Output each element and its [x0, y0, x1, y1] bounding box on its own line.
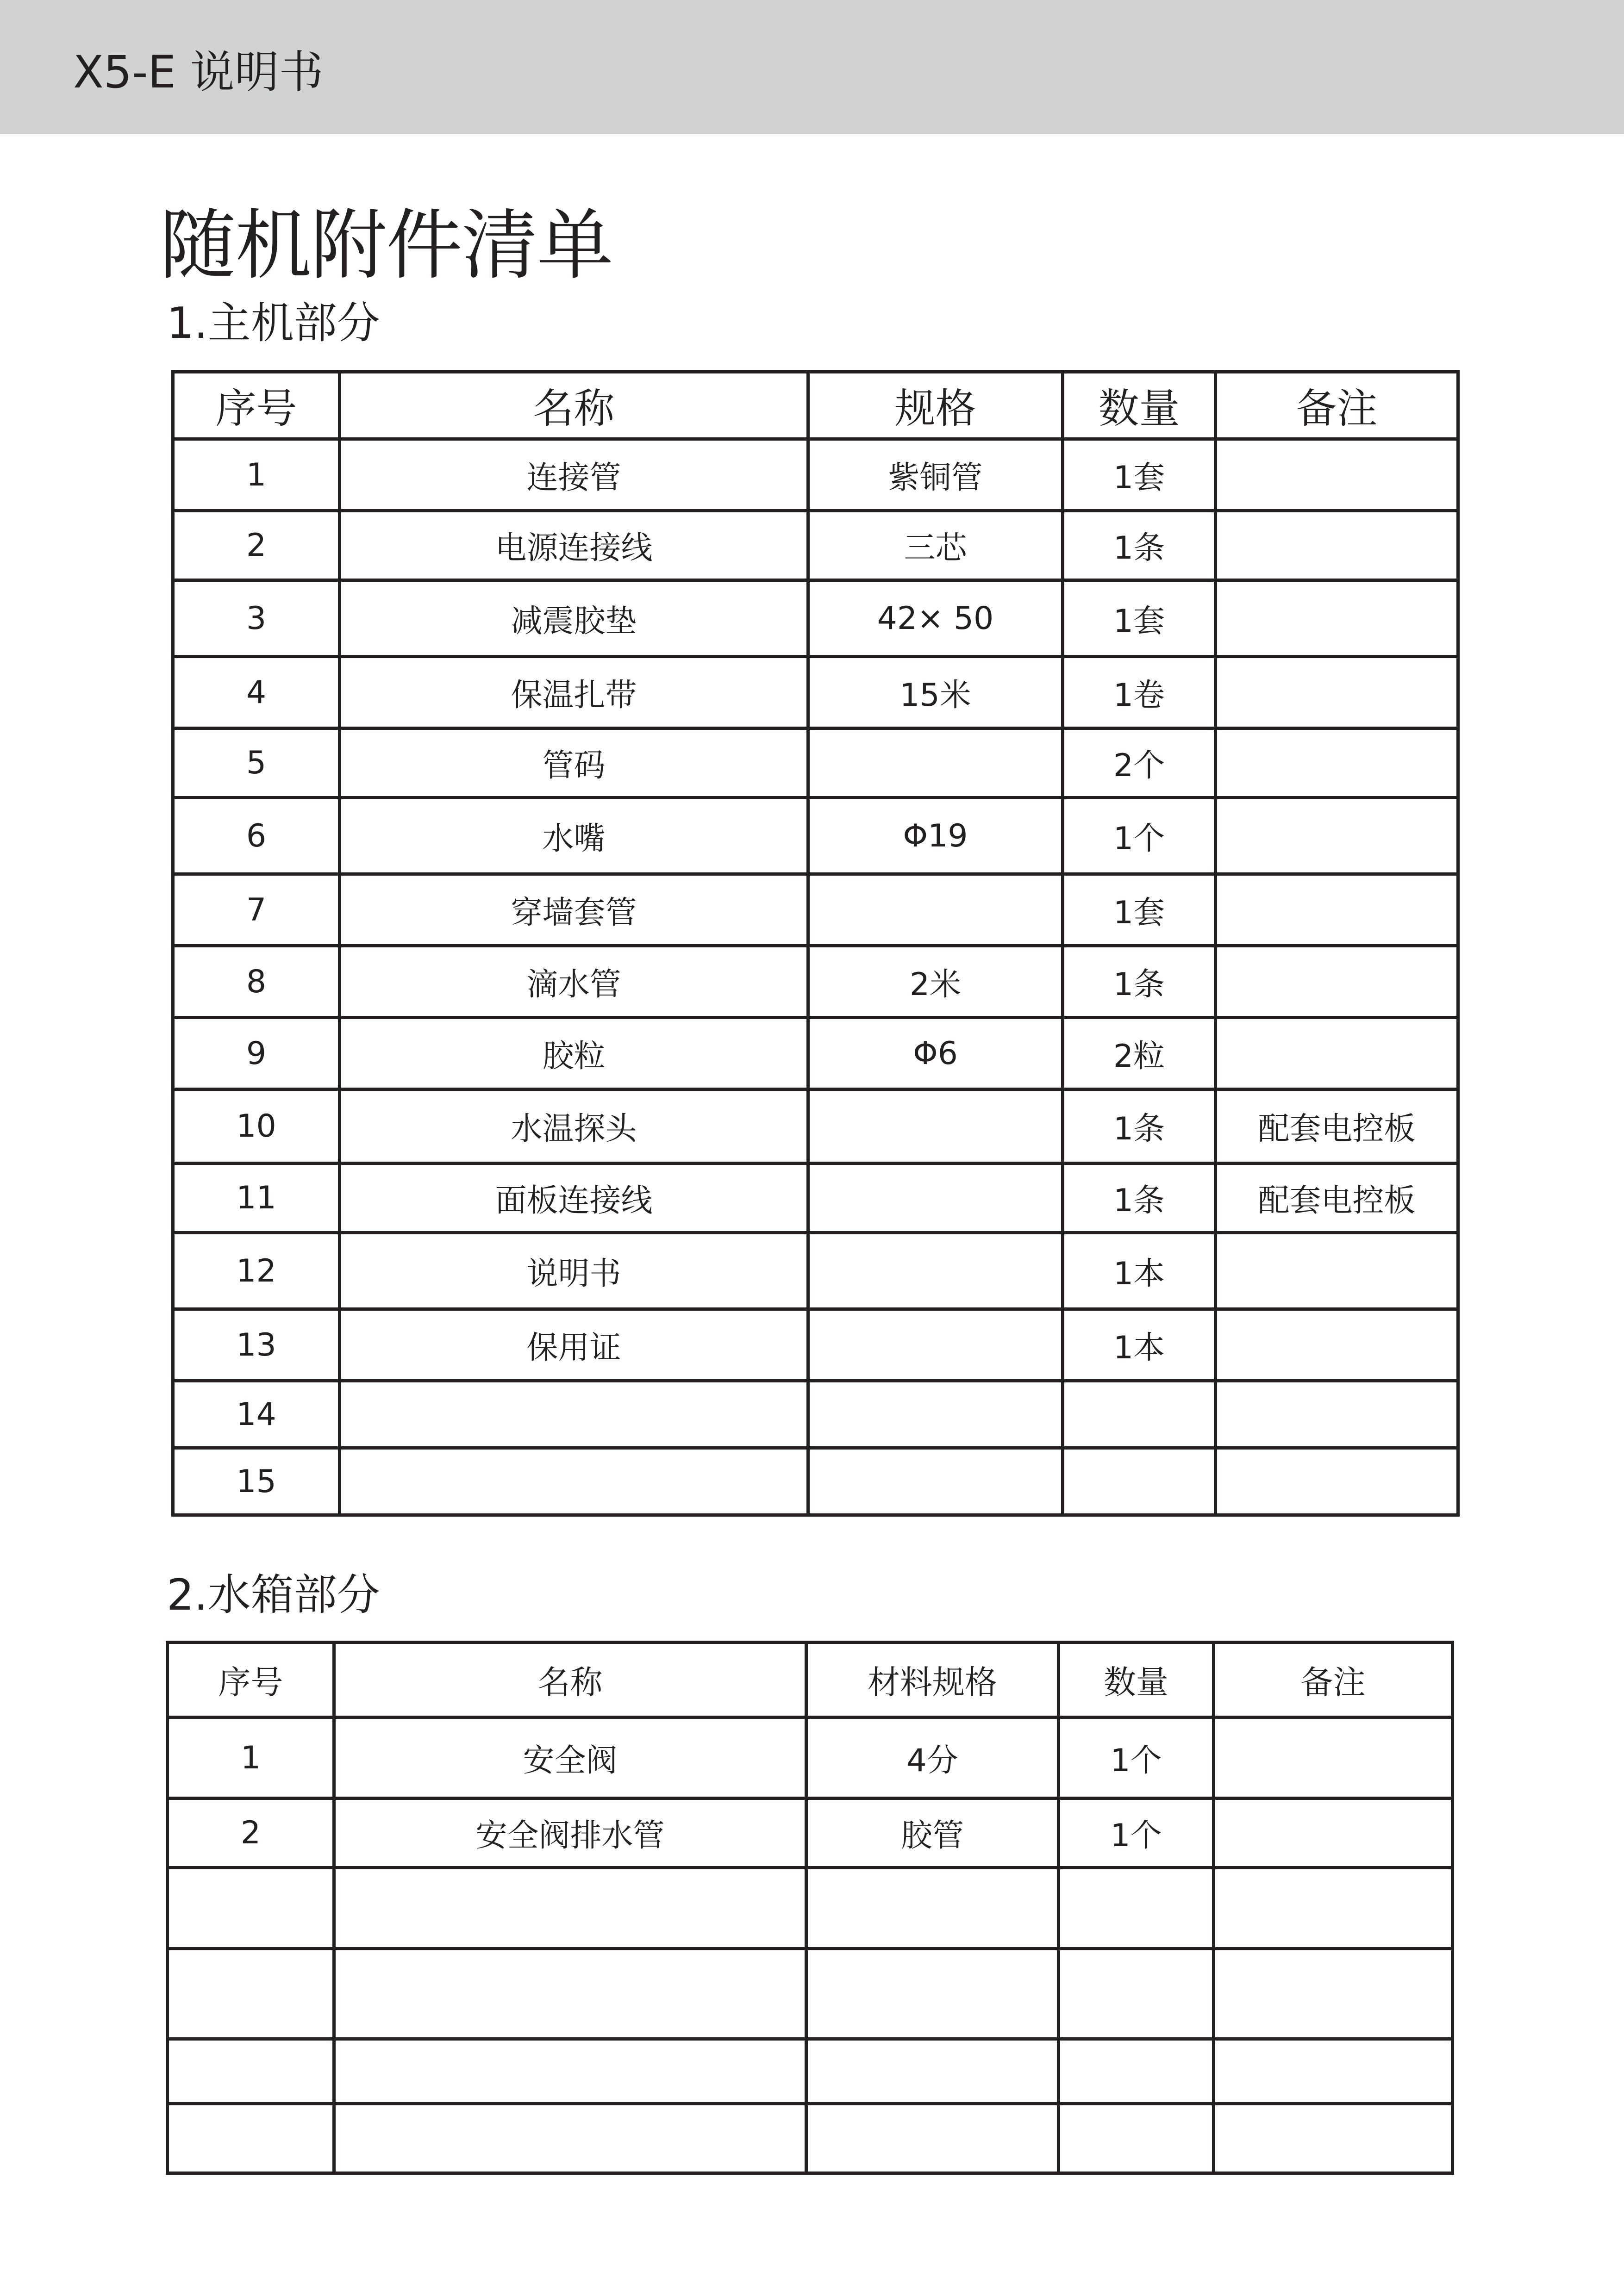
- table-row: [173, 1309, 1458, 1381]
- table-row: [173, 580, 1458, 657]
- table-cell: [340, 1448, 808, 1515]
- table-cell: [1214, 1868, 1453, 1949]
- table-cell: 保用证: [340, 1309, 808, 1381]
- section-title-water-tank: 2.水箱部分: [167, 1570, 380, 1620]
- table-cell: [168, 1868, 334, 1949]
- table-cell: 1个: [1063, 798, 1216, 874]
- table-cell: 11: [173, 1164, 340, 1233]
- table-cell: [340, 1381, 808, 1448]
- table-cell: [168, 2104, 334, 2173]
- column-header: 规格: [808, 372, 1063, 439]
- table-cell: 10: [173, 1089, 340, 1164]
- table-cell: [1216, 657, 1458, 728]
- table-cell: 减震胶垫: [340, 580, 808, 657]
- table-row: [168, 1949, 1453, 2039]
- table-row: [168, 1868, 1453, 1949]
- table-cell: [1059, 2039, 1214, 2104]
- table-cell: [1214, 1717, 1453, 1798]
- table-cell: 9: [173, 1018, 340, 1089]
- table-cell: 2: [168, 1798, 334, 1868]
- table-cell: [1216, 1233, 1458, 1309]
- table-cell: 1个: [1059, 1717, 1214, 1798]
- table-cell: [1216, 439, 1458, 511]
- column-header: 名称: [340, 372, 808, 439]
- table-row: [173, 657, 1458, 728]
- table-cell: [1216, 874, 1458, 946]
- table-cell: [1216, 511, 1458, 580]
- table-row: [173, 798, 1458, 874]
- table-cell: [808, 1448, 1063, 1515]
- table-cell: 1条: [1063, 1164, 1216, 1233]
- table-row: [173, 1233, 1458, 1309]
- table-row: [168, 1717, 1453, 1798]
- table-cell: [1214, 1949, 1453, 2039]
- table-cell: 1套: [1063, 580, 1216, 657]
- table-cell: [806, 1868, 1059, 1949]
- table-cell: [1216, 1448, 1458, 1515]
- table-row: [173, 1164, 1458, 1233]
- table-row: [173, 1381, 1458, 1448]
- table-cell: [334, 1949, 806, 2039]
- table-header-row: [168, 1643, 1453, 1717]
- table-cell: 三芯: [808, 511, 1063, 580]
- table-cell: [334, 2039, 806, 2104]
- table-row: [173, 1089, 1458, 1164]
- table-row: [173, 728, 1458, 798]
- table-cell: 2粒: [1063, 1018, 1216, 1089]
- column-header: 名称: [334, 1643, 806, 1717]
- table-cell: 3: [173, 580, 340, 657]
- table-cell: [1059, 2104, 1214, 2173]
- table-cell: 1: [168, 1717, 334, 1798]
- table-cell: 说明书: [340, 1233, 808, 1309]
- table-row: [173, 874, 1458, 946]
- table-cell: 1条: [1063, 946, 1216, 1018]
- column-header: 序号: [173, 372, 340, 439]
- table-cell: 1条: [1063, 1089, 1216, 1164]
- table-row: [173, 1018, 1458, 1089]
- table-cell: [806, 2104, 1059, 2173]
- column-header: 数量: [1059, 1643, 1214, 1717]
- table-cell: 安全阀: [334, 1717, 806, 1798]
- table-cell: [1216, 580, 1458, 657]
- table-cell: [1214, 2039, 1453, 2104]
- table-cell: [1214, 1798, 1453, 1868]
- table-cell: [1216, 946, 1458, 1018]
- column-header: 材料规格: [806, 1643, 1059, 1717]
- table-cell: 4: [173, 657, 340, 728]
- table-cell: 面板连接线: [340, 1164, 808, 1233]
- table-cell: 6: [173, 798, 340, 874]
- column-header: 备注: [1214, 1643, 1453, 1717]
- table-cell: 紫铜管: [808, 439, 1063, 511]
- table-cell: 电源连接线: [340, 511, 808, 580]
- table-cell: [1059, 1949, 1214, 2039]
- table-cell: [806, 2039, 1059, 2104]
- page-title: 随机附件清单: [160, 201, 612, 290]
- document-header-title: X5-E 说明书: [73, 46, 324, 98]
- table-cell: 1本: [1063, 1233, 1216, 1309]
- table-cell: [808, 1309, 1063, 1381]
- table-row: [168, 2104, 1453, 2173]
- table-cell: 1个: [1059, 1798, 1214, 1868]
- table-cell: 安全阀排水管: [334, 1798, 806, 1868]
- table-cell: 2: [173, 511, 340, 580]
- table-cell: [808, 874, 1063, 946]
- table-cell: 配套电控板: [1216, 1164, 1458, 1233]
- tank-accessories-table: [166, 1641, 1454, 2175]
- table-cell: 15: [173, 1448, 340, 1515]
- table-cell: 穿墙套管: [340, 874, 808, 946]
- table-cell: Φ6: [808, 1018, 1063, 1089]
- table-cell: [808, 1381, 1063, 1448]
- table-cell: [1216, 1381, 1458, 1448]
- table-cell: 5: [173, 728, 340, 798]
- table-cell: 1本: [1063, 1309, 1216, 1381]
- table-cell: 1套: [1063, 439, 1216, 511]
- table-cell: [1216, 728, 1458, 798]
- table-cell: 2米: [808, 946, 1063, 1018]
- column-header: 数量: [1063, 372, 1216, 439]
- table-cell: 8: [173, 946, 340, 1018]
- table-cell: [808, 1233, 1063, 1309]
- table-cell: Φ19: [808, 798, 1063, 874]
- table-cell: [1063, 1381, 1216, 1448]
- table-cell: [1063, 1448, 1216, 1515]
- table-cell: 13: [173, 1309, 340, 1381]
- table-cell: 水温探头: [340, 1089, 808, 1164]
- table-cell: 15米: [808, 657, 1063, 728]
- table-cell: [806, 1949, 1059, 2039]
- table-row: [173, 511, 1458, 580]
- table-header-row: [173, 372, 1458, 439]
- table-cell: 1条: [1063, 511, 1216, 580]
- table-cell: [1216, 798, 1458, 874]
- table-cell: [808, 728, 1063, 798]
- table-cell: [168, 2039, 334, 2104]
- table-row: [168, 1798, 1453, 1868]
- table-cell: [1216, 1018, 1458, 1089]
- table-cell: [168, 1949, 334, 2039]
- table-cell: 配套电控板: [1216, 1089, 1458, 1164]
- table-cell: 管码: [340, 728, 808, 798]
- table-cell: 胶粒: [340, 1018, 808, 1089]
- table-cell: 保温扎带: [340, 657, 808, 728]
- table-cell: 连接管: [340, 439, 808, 511]
- table-cell: [1214, 2104, 1453, 2173]
- column-header: 备注: [1216, 372, 1458, 439]
- table-cell: [334, 2104, 806, 2173]
- table-cell: 2个: [1063, 728, 1216, 798]
- table-cell: 1卷: [1063, 657, 1216, 728]
- table-row: [173, 1448, 1458, 1515]
- table-cell: 7: [173, 874, 340, 946]
- table-cell: 1: [173, 439, 340, 511]
- table-cell: 12: [173, 1233, 340, 1309]
- table-cell: 14: [173, 1381, 340, 1448]
- table-cell: 4分: [806, 1717, 1059, 1798]
- table-cell: [808, 1089, 1063, 1164]
- table-cell: 42× 50: [808, 580, 1063, 657]
- host-accessories-table: [171, 370, 1460, 1517]
- table-row: [173, 946, 1458, 1018]
- section-title-host-unit: 1.主机部分: [167, 298, 380, 348]
- table-cell: 水嘴: [340, 798, 808, 874]
- table-cell: [334, 1868, 806, 1949]
- table-row: [173, 439, 1458, 511]
- table-cell: 胶管: [806, 1798, 1059, 1868]
- table-cell: 1套: [1063, 874, 1216, 946]
- column-header: 序号: [168, 1643, 334, 1717]
- table-cell: 滴水管: [340, 946, 808, 1018]
- table-cell: [1059, 1868, 1214, 1949]
- table-row: [168, 2039, 1453, 2104]
- table-cell: [1216, 1309, 1458, 1381]
- table-cell: [808, 1164, 1063, 1233]
